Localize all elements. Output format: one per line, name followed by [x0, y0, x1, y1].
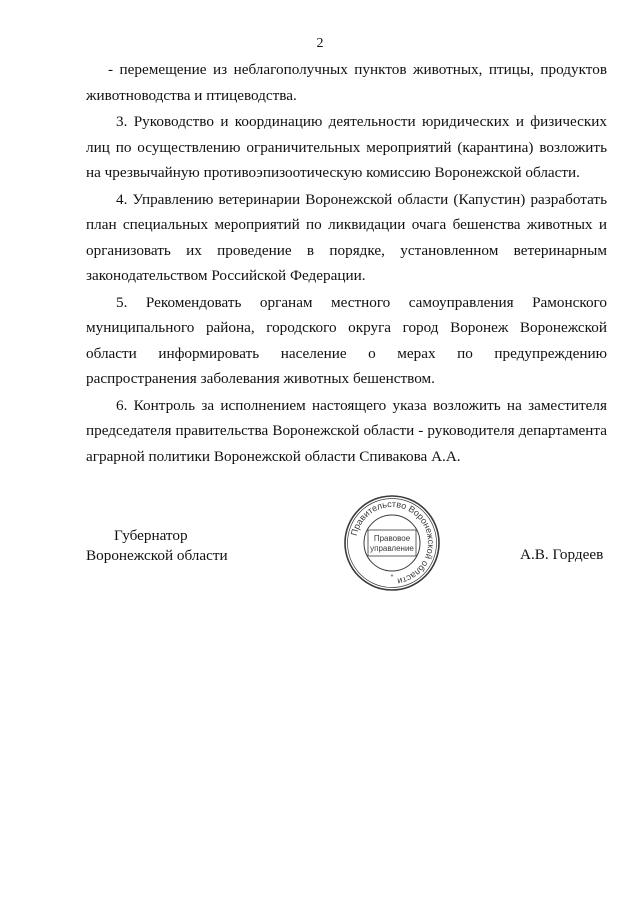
- stamp-center-line1: Правовое: [373, 534, 411, 543]
- paragraph-1: - перемещение из неблагополучных пунктов животных, птицы, продуктов животноводства и птицеводства.: [86, 61, 607, 104]
- paragraph-5: 5. Рекомендовать органам местного самоуправления Рамонского муниципального района, городского округа город Воронеж Воронежской области информировать население о мерах по предупреждению распространения заболевания животных бешенством.: [86, 293, 607, 387]
- signatory-title: [86, 526, 228, 566]
- paragraph-6: 6. Контроль за исполнением настоящего указа возложить на заместителя председателя правительства Воронежской области - руководителя департамента аграрной политики Воронежской области Спивакова А.А.: [86, 396, 607, 465]
- stamp-center-line2: управление: [370, 544, 414, 553]
- document-body: [86, 57, 607, 469]
- paragraph-3: 3. Руководство и координацию деятельности юридических и физических лиц по осуществлению ограничительных мероприятий (карантина) возложить на чрезвычайную противоэпизоотическую комиссию Воронежской области.: [86, 113, 607, 181]
- paragraph-4: 4. Управлению ветеринарии Воронежской области (Капустин) разработать план специальных мероприятий по ликвидации очага бешенства животных и организовать их проведение в порядке, установленном ветеринарным законодательством Российской Федерации.: [86, 190, 607, 284]
- signatory-name: А.В. Гордеев: [520, 546, 604, 563]
- official-stamp: [342, 493, 442, 593]
- stamp-star-icon: *: [390, 574, 394, 581]
- signatory-title-line1: Губернатор: [114, 527, 188, 544]
- signatory-title-line2: Воронежской области: [86, 547, 228, 564]
- page-number: 2: [316, 36, 324, 51]
- stamp-ring-text: Правительство Воронежской области: [348, 498, 437, 587]
